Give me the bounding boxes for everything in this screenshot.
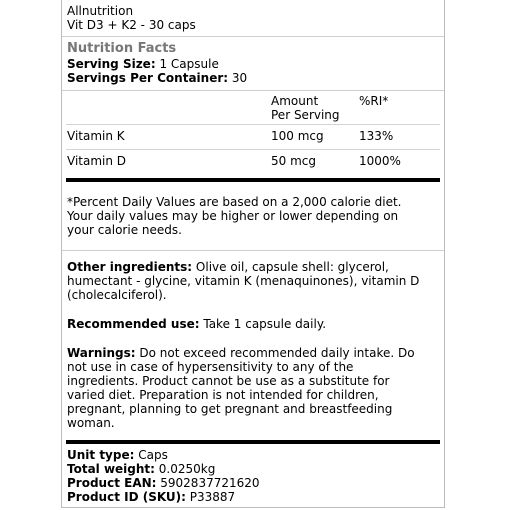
- nutrient-name: Vitamin K: [67, 129, 125, 143]
- thick-divider: [66, 178, 440, 182]
- thick-divider: [66, 440, 440, 444]
- divider: [62, 36, 444, 37]
- unit-type-value: Caps: [134, 448, 168, 462]
- warnings-line: varied diet. Preparation is not intended for children,: [67, 388, 379, 402]
- ingredients-line: humectant - glycine, vitamin K (menaquinones), vitamin D: [67, 274, 420, 288]
- total-weight: [67, 462, 215, 476]
- total-weight-value: 0.0250kg: [154, 462, 216, 476]
- nutrient-ri: 1000%: [359, 154, 401, 168]
- product-ean-value: 5902837721620: [156, 476, 260, 490]
- per-serving-header: Per Serving: [271, 108, 340, 122]
- product-name: Vit D3 + K2 - 30 caps: [67, 18, 196, 32]
- warnings-line: [67, 346, 415, 360]
- servings-per-container: [67, 71, 247, 85]
- divider: [66, 124, 440, 125]
- servings-per-container-label: Servings Per Container:: [67, 71, 229, 85]
- serving-size: [67, 57, 219, 71]
- warnings-line: pregnant, planning to get pregnant and breastfeeding: [67, 402, 393, 416]
- total-weight-label: Total weight:: [67, 462, 155, 476]
- divider: [62, 250, 444, 251]
- servings-per-container-value: 30: [231, 71, 248, 85]
- footnote-line: Your daily values may be higher or lower depending on: [67, 209, 399, 223]
- recommended-use-text: Take 1 capsule daily.: [199, 317, 327, 331]
- serving-size-label: Serving Size:: [67, 57, 156, 71]
- product-sku: [67, 490, 235, 504]
- amount-header: Amount: [271, 94, 319, 108]
- warnings-line: not use in case of hypersensitivity to any of the: [67, 360, 354, 374]
- ri-header: %RI*: [359, 94, 389, 108]
- product-sku-value: P33887: [185, 490, 236, 504]
- footnote-line: your calorie needs.: [67, 223, 182, 237]
- product-sku-label: Product ID (SKU):: [67, 490, 186, 504]
- nutrient-amount: 100 mcg: [271, 129, 324, 143]
- unit-type: [67, 448, 168, 462]
- ingredients-label: Other ingredients:: [67, 260, 193, 274]
- warnings-text: Do not exceed recommended daily intake. Do: [135, 346, 415, 360]
- footnote-line: *Percent Daily Values are based on a 2,000 calorie diet.: [67, 195, 402, 209]
- unit-type-label: Unit type:: [67, 448, 135, 462]
- warnings-line: woman.: [67, 416, 115, 430]
- warnings-line: ingredients. Product cannot be use as a substitute for: [67, 374, 390, 388]
- product-ean: [67, 476, 260, 490]
- divider: [66, 149, 440, 150]
- nutrient-amount: 50 mcg: [271, 154, 316, 168]
- brand-name: Allnutrition: [67, 4, 134, 18]
- warnings-label: Warnings:: [67, 346, 136, 360]
- serving-size-value: 1 Capsule: [159, 57, 219, 71]
- nutrition-label-card: [61, 0, 445, 508]
- recommended-use-label: Recommended use:: [67, 317, 200, 331]
- product-ean-label: Product EAN:: [67, 476, 157, 490]
- recommended-use: [67, 317, 326, 331]
- nutrition-facts-title: Nutrition Facts: [67, 41, 177, 56]
- nutrient-ri: 133%: [359, 129, 394, 143]
- ingredients-text: Olive oil, capsule shell: glycerol,: [192, 260, 389, 274]
- ingredients-line: [67, 260, 389, 274]
- divider: [62, 90, 444, 91]
- nutrient-name: Vitamin D: [67, 154, 127, 168]
- ingredients-line: (cholecalciferol).: [67, 288, 167, 302]
